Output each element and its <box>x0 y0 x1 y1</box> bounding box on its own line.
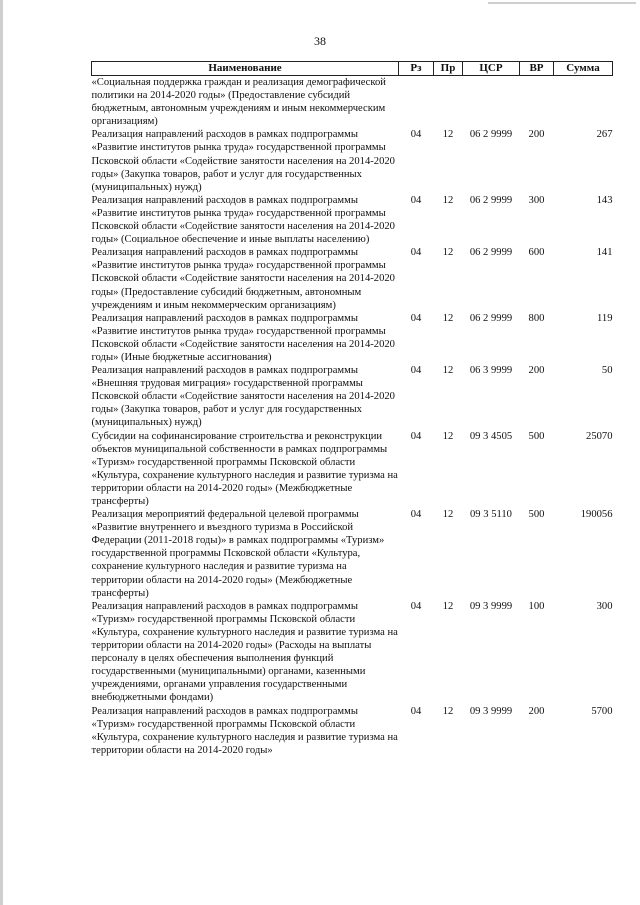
table-row <box>92 364 613 429</box>
scan-edge-mark <box>0 0 3 905</box>
cell-vr: 100 <box>528 600 545 612</box>
cell-vr: 200 <box>528 365 545 377</box>
cell-sum <box>554 76 613 129</box>
cell-vr: 600 <box>528 247 545 259</box>
table-row <box>92 600 613 705</box>
table-row <box>92 246 613 311</box>
cell-name: Реализация направлений расходов в рамках подпрограммы «Развитие институтов рынка труда» государственной программы Псковской области «Содействие занятости населения на 2014-2020 годы» (Иные бюджетные ассигнования) <box>91 312 395 363</box>
cell-csr: 06 2 9999 <box>469 247 513 259</box>
column-header-name: Наименование <box>92 62 399 76</box>
column-header-sum: Сумма <box>554 62 613 76</box>
cell-rz: 04 <box>410 430 422 442</box>
cell-vr: 200 <box>528 129 545 141</box>
cell-vr <box>520 76 554 129</box>
cell-sum: 300 <box>596 600 613 612</box>
cell-csr: 09 3 4505 <box>469 430 513 442</box>
cell-rz: 04 <box>410 365 422 377</box>
cell-name: Субсидии на софинансирование строительства и реконструкции объектов муниципальной собственности в рамках подпрограммы «Туризм» государственной программы Псковской области «Культура, сохранение культурного наследия и развитие туризма на территории области на 2014-2020 годы» (Межбюджетные трансферты) <box>91 430 398 507</box>
cell-sum: 190056 <box>580 509 613 521</box>
cell-sum: 50 <box>601 365 613 377</box>
cell-rz <box>399 76 434 129</box>
cell-name: Реализация направлений расходов в рамках подпрограммы «Развитие институтов рынка труда» государственной программы Псковской области «Содействие занятости населения на 2014-2020 годы» (Предоставление субсидий бюджетным, автономным учреждениям и иным некоммерческим организациям) <box>91 247 395 311</box>
table-row <box>92 508 613 600</box>
cell-vr: 800 <box>528 312 545 324</box>
cell-csr: 06 2 9999 <box>469 194 513 206</box>
cell-csr: 06 3 9999 <box>469 365 513 377</box>
table-header-row <box>92 62 613 76</box>
cell-csr <box>463 76 520 129</box>
cell-vr: 200 <box>528 705 545 717</box>
cell-csr: 09 3 5110 <box>470 509 512 521</box>
column-header-csr: ЦСР <box>463 62 520 76</box>
cell-name: Реализация направлений расходов в рамках подпрограммы «Туризм» государственной программы Псковской области «Культура, сохранение культурного наследия и развитие туризма на территории области на 2014-2020 годы» (Расходы на выплаты персоналу в целях обеспечения выполнения функций государственными (муниципальными) органами, казенными учреждениями, органами управления государственными внебюджетными фондами) <box>91 600 398 704</box>
table-row <box>92 312 613 364</box>
cell-sum: 143 <box>596 194 613 206</box>
cell-vr: 500 <box>528 509 545 521</box>
column-header-pr: Пр <box>434 62 463 76</box>
cell-pr: 12 <box>442 509 454 521</box>
cell-pr: 12 <box>442 600 454 612</box>
cell-sum: 119 <box>597 312 613 324</box>
cell-csr: 06 2 9999 <box>469 312 513 324</box>
column-header-rz: Рз <box>399 62 434 76</box>
cell-pr: 12 <box>442 129 454 141</box>
cell-pr: 12 <box>442 430 454 442</box>
cell-rz: 04 <box>410 247 422 259</box>
table-row <box>92 194 613 246</box>
cell-rz: 04 <box>410 194 422 206</box>
cell-name: Реализация мероприятий федеральной целевой программы «Развитие внутреннего и въездного туризма в Российской Федерации (2011-2018 годы)» в рамках подпрограммы «Туризм» государственной программы Псковской области «Культура, сохранение культурного наследия и развитие туризма на территории области на 2014-2020 годы» (Межбюджетные трансферты) <box>91 509 385 599</box>
cell-pr: 12 <box>442 194 454 206</box>
cell-pr: 12 <box>442 705 454 717</box>
page-number: 38 <box>314 34 326 48</box>
scan-edge-mark <box>488 2 636 4</box>
cell-pr <box>434 76 463 129</box>
cell-name: Реализация направлений расходов в рамках подпрограммы «Внешняя трудовая миграция» государственной программы Псковской области «Содействие занятости населения на 2014-2020 годы» (Закупка товаров, работ и услуг для государственных (муниципальных) нужд) <box>91 365 395 429</box>
cell-name: Реализация направлений расходов в рамках подпрограммы «Развитие институтов рынка труда» государственной программы Псковской области «Содействие занятости населения на 2014-2020 годы» (Закупка товаров, работ и услуг для государственных (муниципальных) нужд) <box>91 129 395 193</box>
cell-rz: 04 <box>410 705 422 717</box>
cell-sum: 267 <box>596 129 613 141</box>
cell-name: «Социальная поддержка граждан и реализация демографической политики на 2014-2020 годы» (Предоставление субсидий бюджетным, автономным учреждениям и иным некоммерческим организациям) <box>91 77 386 128</box>
cell-rz: 04 <box>410 129 422 141</box>
table-row <box>92 430 613 509</box>
column-header-vr: ВР <box>520 62 554 76</box>
table-row <box>92 705 613 757</box>
cell-csr: 09 3 9999 <box>469 600 513 612</box>
cell-name: Реализация направлений расходов в рамках подпрограммы «Развитие институтов рынка труда» государственной программы Псковской области «Содействие занятости населения на 2014-2020 годы» (Социальное обеспечение и иные выплаты населению) <box>91 194 395 246</box>
table-row-continuation <box>92 76 613 129</box>
cell-rz: 04 <box>410 509 422 521</box>
budget-table <box>91 61 613 757</box>
cell-sum: 5700 <box>591 705 613 717</box>
cell-sum: 25070 <box>586 430 613 442</box>
table-row <box>92 128 613 193</box>
cell-pr: 12 <box>442 365 454 377</box>
cell-sum: 141 <box>596 247 613 259</box>
cell-rz: 04 <box>410 312 422 324</box>
cell-csr: 06 2 9999 <box>469 129 513 141</box>
cell-pr: 12 <box>442 312 454 324</box>
cell-vr: 500 <box>528 430 545 442</box>
cell-csr: 09 3 9999 <box>469 705 513 717</box>
cell-vr: 300 <box>528 194 545 206</box>
cell-rz: 04 <box>410 600 422 612</box>
cell-name: Реализация направлений расходов в рамках подпрограммы «Туризм» государственной программы Псковской области «Культура, сохранение культурного наследия и развитие туризма на территории области на 2014-2020 годы» <box>91 705 398 756</box>
cell-pr: 12 <box>442 247 454 259</box>
